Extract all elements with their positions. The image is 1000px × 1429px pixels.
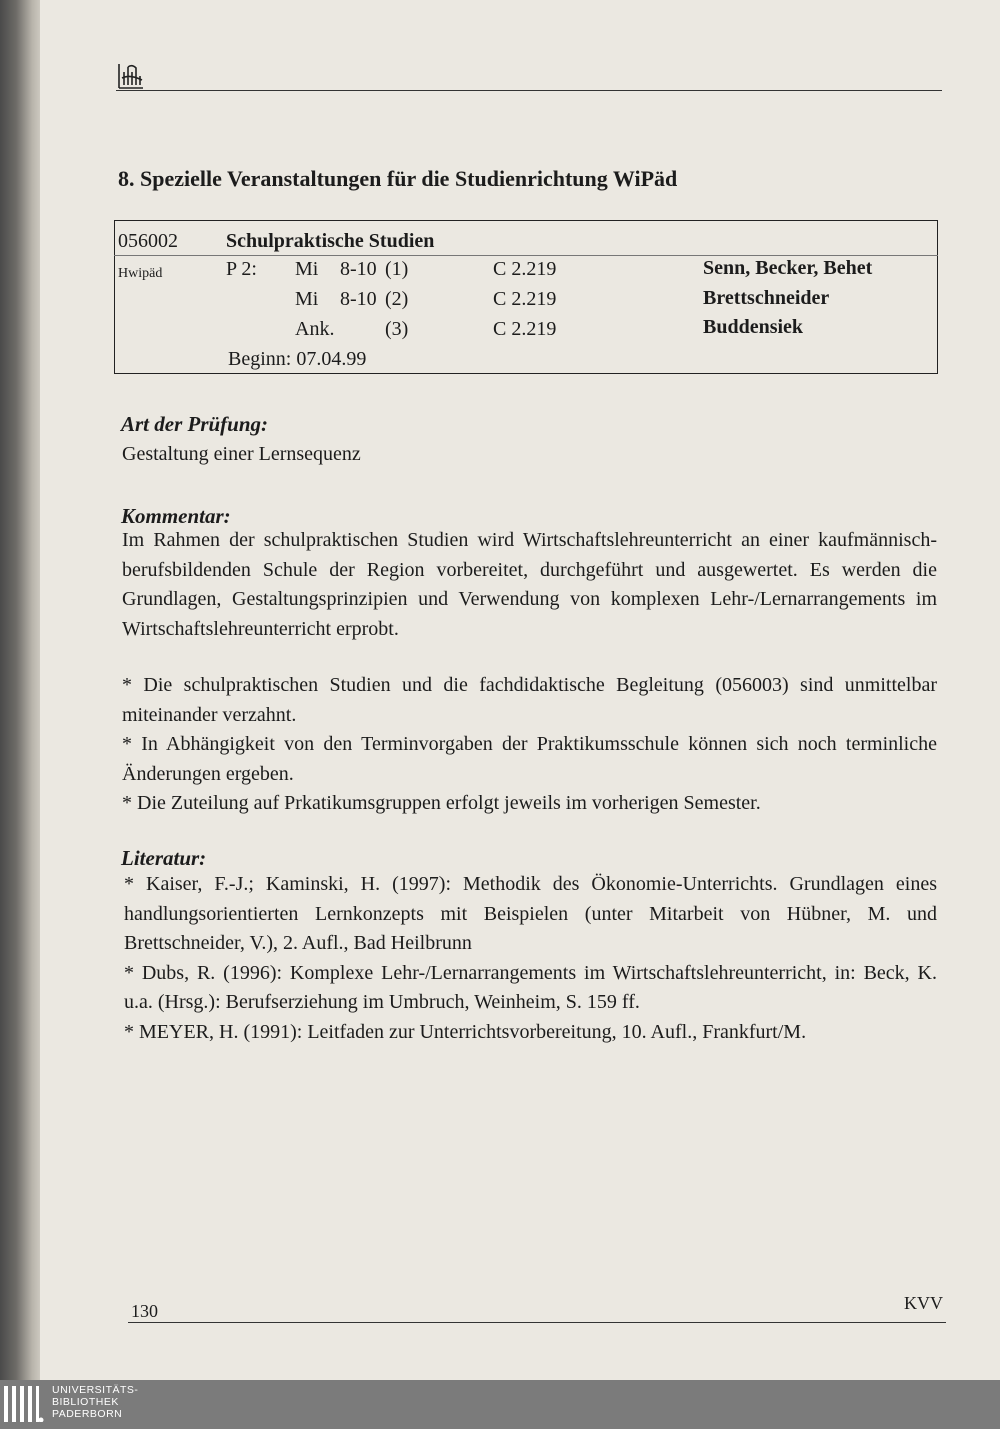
university-logo-icon	[116, 58, 146, 90]
course-box-divider	[114, 255, 938, 256]
library-name	[52, 1384, 138, 1420]
library-name-line: UNIVERSITÄTS-	[52, 1384, 139, 1396]
comment-paragraph	[122, 526, 937, 644]
course-part: P 2:	[226, 258, 257, 280]
page-number: 130	[131, 1301, 158, 1321]
comment-text: Im Rahmen der schulpraktischen Studien wird Wirtschaftslehreunterricht an einer kaufmännisch-berufsbildenden Schule der Region vorbereitet, durchgeführt und ausgewertet. Es werden die Grundlagen, Gestaltungsprinzipien und Verwendung von komplexen Lehr-/Lernarrangements im Wirtschaftslehreunterricht erprobt.	[122, 529, 937, 640]
library-name-line: BIBLIOTHEK	[52, 1396, 119, 1408]
comment-notes	[122, 671, 937, 819]
comment-note: * Die Zuteilung auf Prkatikumsgruppen erfolgt jeweils im vorherigen Semester.	[122, 792, 761, 814]
header-rule	[116, 90, 942, 91]
literature-item: * Dubs, R. (1996): Komplexe Lehr-/Lernarrangements im Wirtschaftslehreunterricht, in: Beck, K. u.a. (Hrsg.): Berufserziehung im Umbruch, Weinheim, S. 159 ff.	[124, 961, 937, 1013]
literature-heading: Literatur:	[121, 846, 207, 870]
schedule-day: Mi	[295, 288, 319, 310]
schedule-group: (3)	[385, 318, 409, 340]
literature-list	[124, 870, 937, 1047]
schedule-lecturers: Brettschneider	[703, 287, 830, 309]
course-start-date: Beginn: 07.04.99	[228, 348, 367, 370]
comment-note: * In Abhängigkeit von den Terminvorgaben der Praktikumsschule können sich noch terminliche Änderungen ergeben.	[122, 733, 937, 785]
schedule-group: (1)	[385, 258, 409, 280]
exam-heading: Art der Prüfung:	[121, 412, 269, 436]
schedule-room: C 2.219	[493, 258, 557, 280]
course-title: Schulpraktische Studien	[226, 230, 435, 252]
schedule-day: Mi	[295, 258, 319, 280]
comment-heading: Kommentar:	[121, 504, 231, 528]
course-type: Hwipäd	[118, 266, 163, 281]
course-number: 056002	[118, 230, 178, 252]
schedule-day: Ank.	[295, 318, 335, 340]
section-title: 8. Spezielle Veranstaltungen für die Studienrichtung WiPäd	[118, 166, 678, 191]
schedule-room: C 2.219	[493, 318, 557, 340]
footer-rule	[128, 1322, 946, 1323]
schedule-lecturers: Buddensiek	[703, 316, 804, 338]
comment-note: * Die schulpraktischen Studien und die fachdidaktische Begleitung (056003) sind unmittelbar miteinander verzahnt.	[122, 674, 937, 726]
exam-text: Gestaltung einer Lernsequenz	[122, 443, 361, 465]
literature-item: * MEYER, H. (1991): Leitfaden zur Unterrichtsvorbereitung, 10. Aufl., Frankfurt/M.	[124, 1020, 807, 1043]
literature-item: * Kaiser, F.-J.; Kaminski, H. (1997): Methodik des Ökonomie-Unterrichts. Grundlagen eines handlungsorientierten Lernkonzepts mit Beispielen (unter Mitarbeit von Hübner, M. und Brettschneider, V.), 2. Aufl., Bad Heilbrunn	[124, 873, 937, 954]
schedule-room: C 2.219	[493, 288, 557, 310]
library-logo-icon	[0, 1386, 46, 1422]
schedule-group: (2)	[385, 288, 409, 310]
library-banner	[0, 1380, 1000, 1429]
schedule-time: 8-10	[340, 258, 377, 280]
schedule-time: 8-10	[340, 288, 377, 310]
schedule-lecturers: Senn, Becker, Behet	[703, 257, 873, 279]
library-name-line: PADERBORN	[52, 1408, 123, 1420]
footer-label: KVV	[904, 1293, 943, 1313]
